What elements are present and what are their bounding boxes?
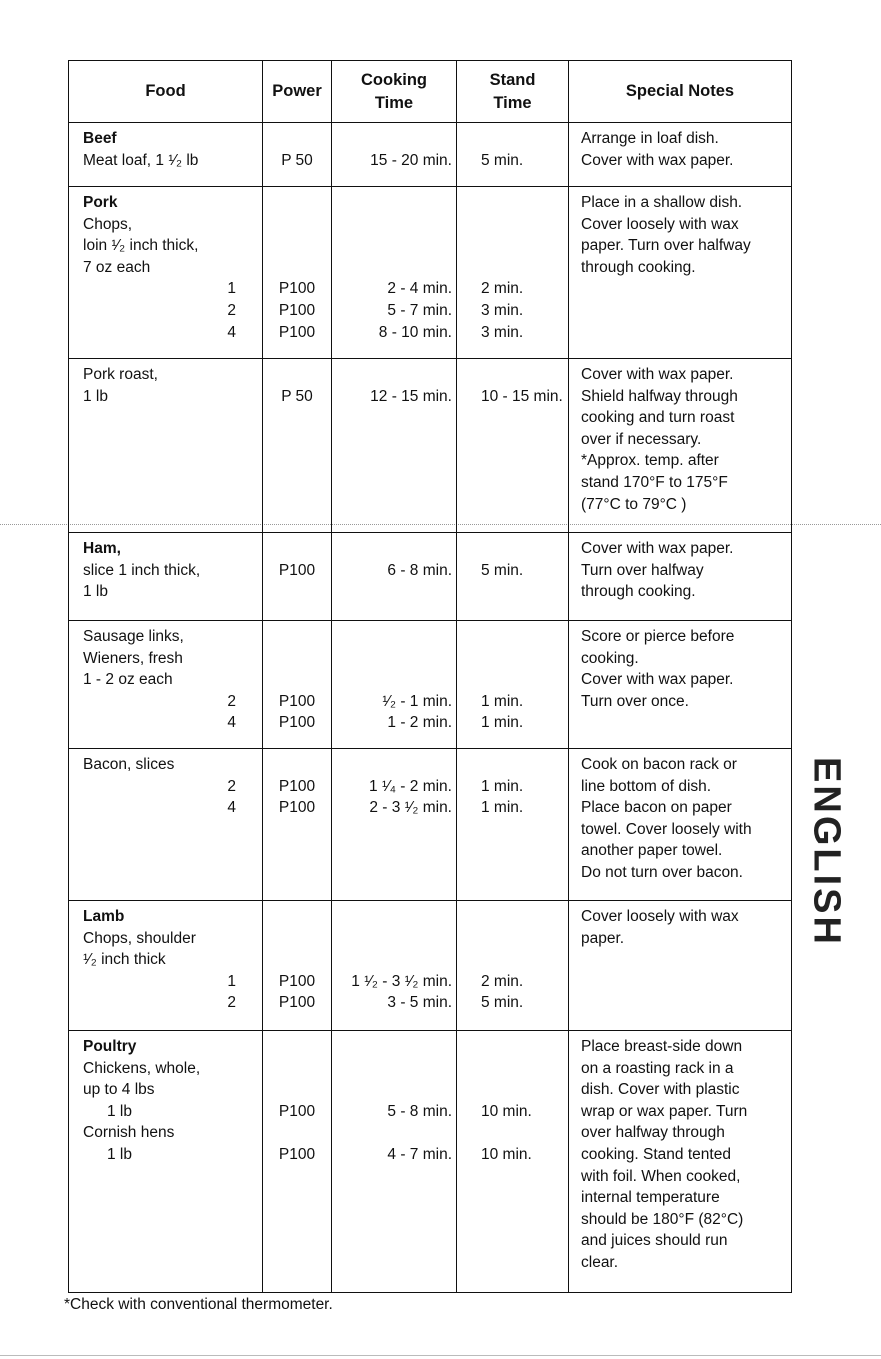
stand-value: 2 min.: [481, 972, 524, 990]
note-line: Do not turn over bacon.: [581, 863, 743, 881]
note-line: Score or pierce before: [581, 628, 735, 645]
food-category: Beef: [83, 130, 117, 147]
cook-value: [332, 754, 456, 776]
power-value: [263, 928, 331, 950]
power-value: [263, 235, 331, 257]
stand-value: [457, 1122, 568, 1144]
note-line: Cover with wax paper.: [581, 540, 734, 557]
food-category: Poultry: [83, 1038, 137, 1055]
cook-value: 2 - 3 ¹⁄₂ min.: [369, 799, 452, 817]
table-row-ham: [69, 533, 792, 621]
table-row-beef: [69, 123, 792, 187]
power-value: P100: [278, 301, 316, 319]
note-line: Arrange in loaf dish.: [581, 130, 719, 147]
note-line: line bottom of dish.: [581, 777, 712, 795]
food-quantity: 4: [227, 714, 236, 732]
note-line: Cook on bacon rack or: [581, 756, 737, 773]
stand-value: [457, 648, 568, 670]
stand-value: [457, 754, 568, 776]
power-value: [263, 538, 331, 560]
stand-value: 1 min.: [481, 799, 524, 817]
cook-value: [332, 538, 456, 560]
cook-cell: [332, 359, 457, 533]
cook-value: [332, 192, 456, 214]
cook-cell: [332, 533, 457, 621]
power-value: P 50: [281, 387, 313, 405]
power-value: P100: [278, 1102, 316, 1120]
power-cell: [263, 359, 332, 533]
cook-cell: [332, 123, 457, 187]
food-item: loin ¹⁄₂ inch thick,: [83, 237, 199, 255]
power-cell: [263, 621, 332, 749]
power-value: P100: [278, 972, 316, 990]
note-line: cooking.: [581, 649, 639, 667]
food-item: 1 - 2 oz each: [83, 671, 173, 689]
food-cell: [69, 123, 263, 187]
cook-cell: [332, 901, 457, 1031]
header-cooking-time: Cooking Time: [332, 61, 457, 123]
power-value: [263, 1079, 331, 1101]
stand-value: 3 min.: [481, 301, 524, 319]
stand-cell: [457, 1031, 569, 1293]
food-cell: [69, 533, 263, 621]
stand-value: [457, 235, 568, 257]
note-line: clear.: [581, 1253, 619, 1271]
stand-value: [457, 214, 568, 236]
table-row-pork-roast: [69, 359, 792, 533]
note-line: Cover loosely with wax: [581, 215, 739, 233]
power-cell: [263, 533, 332, 621]
note-line: paper.: [581, 929, 625, 947]
stand-value: [457, 364, 568, 386]
stand-value: 2 min.: [481, 280, 524, 298]
stand-value: [457, 1036, 568, 1058]
notes-cell: [569, 1031, 792, 1293]
food-category: Lamb: [83, 908, 125, 925]
cook-value: [332, 906, 456, 928]
cook-value: [332, 235, 456, 257]
power-cell: [263, 187, 332, 359]
stand-cell: [457, 901, 569, 1031]
header-row: [69, 61, 792, 123]
note-line: should be 180°F (82°C): [581, 1210, 744, 1228]
cook-value: [332, 214, 456, 236]
cook-value: 5 - 7 min.: [387, 301, 452, 319]
power-value: P100: [278, 1145, 316, 1163]
power-value: P100: [278, 692, 316, 710]
cook-value: 6 - 8 min.: [387, 561, 452, 579]
cook-value: [332, 949, 456, 971]
note-line: Cover with wax paper.: [581, 671, 734, 689]
food-quantity: 4: [227, 799, 236, 817]
stand-value: 5 min.: [481, 994, 524, 1012]
food-item: 1 lb: [107, 1102, 132, 1120]
food-item: up to 4 lbs: [83, 1081, 155, 1099]
note-line: Place breast-side down: [581, 1038, 743, 1055]
header-power: Power: [263, 61, 332, 123]
note-line: Place bacon on paper: [581, 799, 732, 817]
footnote: *Check with conventional thermometer.: [64, 1296, 333, 1313]
note-line: internal temperature: [581, 1189, 720, 1207]
cook-cell: [332, 187, 457, 359]
power-value: P100: [278, 280, 316, 298]
stand-value: 3 min.: [481, 323, 524, 341]
food-item: Chickens, whole,: [83, 1059, 201, 1077]
cook-value: [332, 128, 456, 150]
note-line: Shield halfway through: [581, 387, 738, 405]
power-value: [263, 669, 331, 691]
food-item: Bacon, slices: [83, 756, 175, 773]
power-value: P100: [278, 799, 316, 817]
power-value: P100: [278, 994, 316, 1012]
cook-value: 4 - 7 min.: [387, 1145, 452, 1163]
power-value: [263, 754, 331, 776]
food-item: 1 lb: [107, 1145, 132, 1163]
cook-value: [332, 1036, 456, 1058]
food-item: 7 oz each: [83, 258, 151, 276]
food-category: Ham,: [83, 540, 121, 557]
cook-value: [332, 669, 456, 691]
power-value: [263, 364, 331, 386]
cook-value: 15 - 20 min.: [370, 151, 452, 169]
note-line: towel. Cover loosely with: [581, 820, 752, 838]
cook-value: [332, 1079, 456, 1101]
power-value: [263, 1122, 331, 1144]
stand-value: 5 min.: [481, 151, 524, 169]
cook-value: 2 - 4 min.: [387, 280, 452, 298]
table-row-bacon: [69, 749, 792, 901]
stand-value: [457, 949, 568, 971]
power-cell: [263, 749, 332, 901]
cook-value: [332, 1058, 456, 1080]
power-value: P100: [278, 714, 316, 732]
stand-cell: [457, 187, 569, 359]
power-value: P100: [278, 777, 316, 795]
food-cell: [69, 359, 263, 533]
food-item: 1 lb: [83, 387, 108, 405]
cook-value: [332, 928, 456, 950]
cook-value: 12 - 15 min.: [370, 387, 452, 405]
header-food: Food: [69, 61, 263, 123]
stand-cell: [457, 621, 569, 749]
stand-cell: [457, 749, 569, 901]
power-value: P100: [278, 561, 316, 579]
notes-cell: [569, 749, 792, 901]
stand-value: [457, 1079, 568, 1101]
food-quantity: 2: [227, 692, 236, 710]
note-line: Turn over once.: [581, 692, 689, 710]
stand-value: 1 min.: [481, 777, 524, 795]
stand-cell: [457, 533, 569, 621]
food-item: Sausage links,: [83, 628, 184, 645]
stand-value: 1 min.: [481, 692, 524, 710]
table-row-sausage: [69, 621, 792, 749]
food-quantity: 4: [227, 323, 236, 341]
note-line: stand 170°F to 175°F: [581, 473, 728, 491]
cook-value: [332, 364, 456, 386]
food-quantity: 1: [227, 972, 236, 990]
food-item: slice 1 inch thick,: [83, 561, 201, 579]
power-value: [263, 128, 331, 150]
power-value: P100: [278, 323, 316, 341]
food-item: Pork roast,: [83, 366, 158, 383]
food-item: ¹⁄₂ inch thick: [83, 951, 166, 969]
stand-value: [457, 538, 568, 560]
power-value: [263, 949, 331, 971]
notes-cell: [569, 621, 792, 749]
language-tab: [806, 752, 846, 952]
table-row-poultry: [69, 1031, 792, 1293]
stand-cell: [457, 123, 569, 187]
note-line: wrap or wax paper. Turn: [581, 1102, 748, 1120]
stand-value: [457, 928, 568, 950]
food-quantity: 2: [227, 994, 236, 1012]
food-cell: [69, 749, 263, 901]
note-line: cooking and turn roast: [581, 409, 735, 427]
cook-value: [332, 648, 456, 670]
note-line: paper. Turn over halfway: [581, 237, 751, 255]
food-item: Chops,: [83, 215, 133, 233]
note-line: Turn over halfway: [581, 561, 704, 579]
cook-cell: [332, 621, 457, 749]
food-item: Chops, shoulder: [83, 929, 196, 947]
cook-value: 1 ¹⁄₄ - 2 min.: [369, 777, 452, 795]
power-cell: [263, 1031, 332, 1293]
stand-value: 1 min.: [481, 714, 524, 732]
stand-value: 10 - 15 min.: [481, 387, 563, 405]
stand-value: [457, 669, 568, 691]
note-line: over if necessary.: [581, 430, 702, 448]
power-value: [263, 214, 331, 236]
stand-value: [457, 626, 568, 648]
food-item: Cornish hens: [83, 1124, 175, 1142]
table-row-lamb: [69, 901, 792, 1031]
food-quantity: 2: [227, 777, 236, 795]
cook-value: 1 ¹⁄₂ - 3 ¹⁄₂ min.: [351, 972, 452, 990]
note-line: (77°C to 79°C ): [581, 495, 687, 513]
power-value: [263, 1058, 331, 1080]
food-quantity: 2: [227, 301, 236, 319]
note-line: *Approx. temp. after: [581, 452, 719, 470]
food-cell: [69, 1031, 263, 1293]
power-cell: [263, 901, 332, 1031]
stand-value: 10 min.: [481, 1102, 532, 1120]
stand-value: 10 min.: [481, 1145, 532, 1163]
cook-value: 3 - 5 min.: [387, 994, 452, 1012]
cook-value: [332, 257, 456, 279]
food-cell: [69, 621, 263, 749]
stand-value: 5 min.: [481, 561, 524, 579]
notes-cell: [569, 123, 792, 187]
cook-value: [332, 626, 456, 648]
header-stand-time: Stand Time: [457, 61, 569, 123]
food-item: 1 lb: [83, 583, 108, 601]
power-value: [263, 192, 331, 214]
cooking-chart-table: [68, 60, 792, 1293]
note-line: Cover with wax paper.: [581, 366, 734, 383]
cook-cell: [332, 1031, 457, 1293]
power-value: [263, 906, 331, 928]
cook-value: [332, 1122, 456, 1144]
note-line: through cooking.: [581, 258, 696, 276]
notes-cell: [569, 533, 792, 621]
food-quantity: 1: [227, 280, 236, 298]
power-value: P 50: [281, 151, 313, 169]
note-line: and juices should run: [581, 1232, 728, 1250]
note-line: with foil. When cooked,: [581, 1167, 741, 1185]
cook-value: 8 - 10 min.: [378, 323, 452, 341]
note-line: Place in a shallow dish.: [581, 194, 743, 211]
food-cell: [69, 187, 263, 359]
stand-value: [457, 1058, 568, 1080]
note-line: another paper towel.: [581, 842, 723, 860]
note-line: cooking. Stand tented: [581, 1145, 731, 1163]
note-line: through cooking.: [581, 583, 696, 601]
stand-value: [457, 257, 568, 279]
notes-cell: [569, 187, 792, 359]
table-row-pork-chops: [69, 187, 792, 359]
notes-cell: [569, 901, 792, 1031]
note-line: over halfway through: [581, 1124, 725, 1142]
header-special-notes: Special Notes: [569, 61, 792, 123]
note-line: on a roasting rack in a: [581, 1059, 734, 1077]
power-value: [263, 626, 331, 648]
stand-cell: [457, 359, 569, 533]
note-line: dish. Cover with plastic: [581, 1081, 740, 1099]
food-item: Meat loaf, 1 ¹⁄₂ lb: [83, 151, 199, 169]
note-line: Cover loosely with wax: [581, 908, 739, 925]
stand-value: [457, 128, 568, 150]
cook-value: ¹⁄₂ - 1 min.: [382, 692, 452, 710]
food-cell: [69, 901, 263, 1031]
notes-cell: [569, 359, 792, 533]
power-value: [263, 257, 331, 279]
language-tab-label: ENGLISH: [805, 757, 848, 947]
food-category: Pork: [83, 194, 118, 211]
page-bottom-rule: [0, 1355, 881, 1357]
cook-value: 5 - 8 min.: [387, 1102, 452, 1120]
food-item: Wieners, fresh: [83, 649, 183, 667]
stand-value: [457, 906, 568, 928]
power-value: [263, 648, 331, 670]
power-value: [263, 1036, 331, 1058]
stand-value: [457, 192, 568, 214]
cook-cell: [332, 749, 457, 901]
power-cell: [263, 123, 332, 187]
note-line: Cover with wax paper.: [581, 151, 734, 169]
cook-value: 1 - 2 min.: [387, 714, 452, 732]
